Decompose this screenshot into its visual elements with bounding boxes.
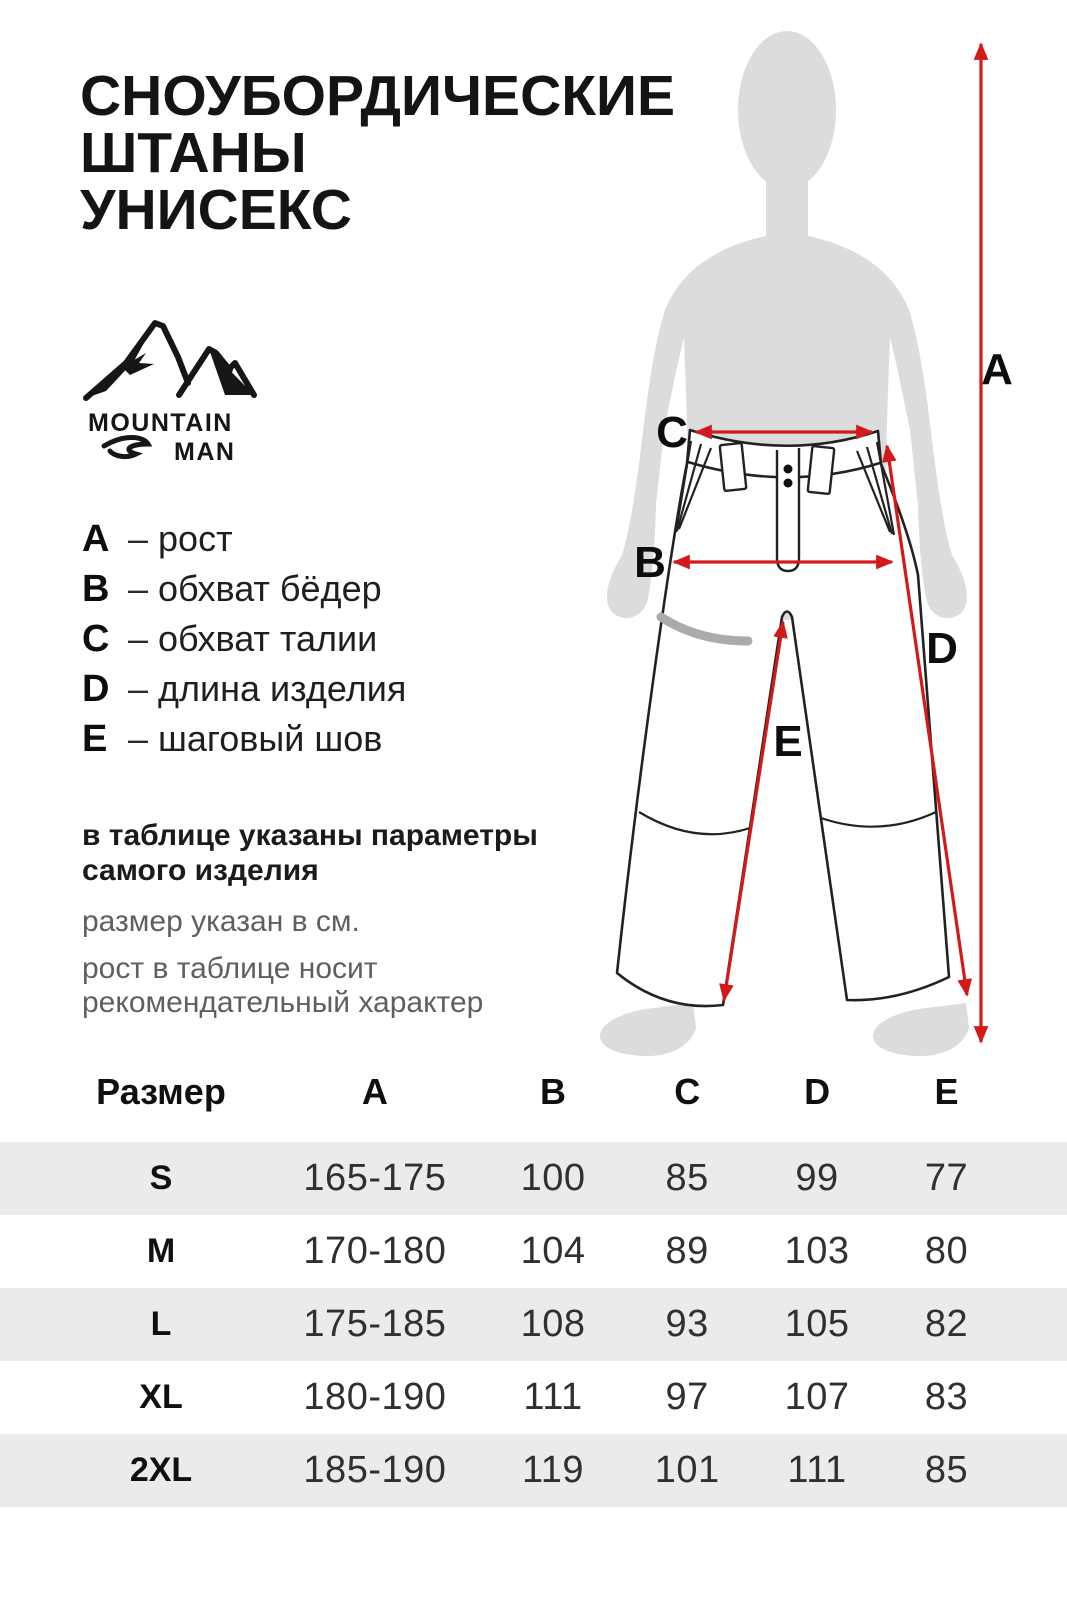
legend-item-b bbox=[82, 564, 406, 614]
size-cell: 2XL bbox=[129, 1451, 193, 1489]
legend-text-b: обхват бёдер bbox=[158, 568, 382, 609]
value-cell: 103 bbox=[784, 1230, 850, 1272]
measure-label-a: A bbox=[981, 345, 1013, 394]
note-bold: в таблице указаны параметры самого изделия bbox=[82, 819, 538, 887]
value-cell: 93 bbox=[665, 1303, 709, 1345]
value-cell: 85 bbox=[665, 1157, 709, 1199]
legend-letter-a: A bbox=[82, 518, 110, 560]
legend-dash: – bbox=[128, 668, 149, 709]
measurement-legend bbox=[82, 514, 406, 764]
legend-letter-e: E bbox=[82, 718, 108, 760]
legend-item-e bbox=[82, 714, 406, 764]
col-header-d: D bbox=[804, 1071, 831, 1112]
value-cell: 170-180 bbox=[303, 1230, 447, 1272]
size-table bbox=[0, 1042, 1067, 1507]
legend-letter-c: C bbox=[82, 618, 110, 660]
value-cell: 165-175 bbox=[303, 1157, 447, 1199]
logo-word-man: MAN bbox=[174, 438, 236, 466]
value-cell: 111 bbox=[523, 1376, 583, 1418]
belt-loop-left bbox=[720, 443, 747, 491]
legend-text-e: шаговый шов bbox=[158, 718, 383, 759]
size-cell: L bbox=[150, 1305, 172, 1343]
col-header-a: A bbox=[361, 1071, 388, 1112]
value-cell: 82 bbox=[924, 1303, 969, 1345]
col-header-size: Размер bbox=[96, 1071, 226, 1112]
legend-dash: – bbox=[128, 618, 149, 659]
value-cell: 97 bbox=[665, 1376, 709, 1418]
size-cell: S bbox=[149, 1159, 173, 1197]
measure-label-c: C bbox=[656, 408, 688, 457]
pants-measurement-diagram bbox=[560, 0, 1067, 1060]
legend-letter-d: D bbox=[82, 668, 110, 710]
title-line-2: ШТАНЫ bbox=[80, 121, 307, 185]
value-cell: 99 bbox=[795, 1157, 839, 1199]
legend-text-a: рост bbox=[158, 518, 233, 559]
legend-item-d bbox=[82, 664, 406, 714]
col-header-b: B bbox=[540, 1071, 567, 1112]
legend-dash: – bbox=[128, 568, 149, 609]
value-cell: 105 bbox=[784, 1303, 850, 1345]
note-height-disclaimer: рост в таблице носит рекомендательный характер bbox=[82, 952, 484, 1019]
fly-button-bottom bbox=[784, 479, 793, 488]
title-line-3: УНИСЕКС bbox=[80, 178, 352, 242]
logo-squiggle bbox=[104, 437, 148, 456]
table-row-l bbox=[0, 1288, 1067, 1361]
legend-dash: – bbox=[128, 718, 149, 759]
size-cell: XL bbox=[139, 1378, 183, 1416]
legend-item-c bbox=[82, 614, 406, 664]
legend-letter-b: B bbox=[82, 568, 110, 610]
table-row-m bbox=[0, 1215, 1067, 1288]
value-cell: 180-190 bbox=[303, 1376, 447, 1418]
legend-text-d: длина изделия bbox=[158, 668, 407, 709]
measure-label-d: D bbox=[926, 624, 958, 673]
table-row-xl bbox=[0, 1361, 1067, 1434]
logo-word-mountain: MOUNTAIN bbox=[88, 409, 233, 437]
value-cell: 85 bbox=[924, 1449, 969, 1491]
fly-button-top bbox=[784, 465, 793, 474]
value-cell: 101 bbox=[654, 1449, 720, 1491]
notes-block bbox=[82, 818, 538, 1020]
measure-label-b: B bbox=[634, 538, 666, 587]
value-cell: 89 bbox=[665, 1230, 709, 1272]
brand-logo bbox=[82, 303, 277, 476]
col-header-c: C bbox=[674, 1071, 701, 1112]
value-cell: 108 bbox=[520, 1303, 586, 1345]
value-cell: 107 bbox=[784, 1376, 850, 1418]
size-table-header bbox=[0, 1042, 1067, 1142]
col-header-e: E bbox=[934, 1071, 959, 1112]
legend-text-c: обхват талии bbox=[158, 618, 378, 659]
note-units: размер указан в см. bbox=[82, 905, 360, 938]
value-cell: 185-190 bbox=[303, 1449, 447, 1491]
value-cell: 111 bbox=[787, 1449, 847, 1491]
legend-item-a bbox=[82, 514, 406, 564]
title-line-1: СНОУБОРДИЧЕСКИЕ bbox=[80, 64, 676, 128]
belt-loop-right bbox=[808, 446, 835, 494]
size-cell: M bbox=[146, 1232, 176, 1270]
value-cell: 83 bbox=[924, 1376, 969, 1418]
value-cell: 100 bbox=[520, 1157, 586, 1199]
table-row-2xl bbox=[0, 1434, 1067, 1507]
value-cell: 175-185 bbox=[303, 1303, 447, 1345]
legend-dash: – bbox=[128, 518, 149, 559]
measure-label-e: E bbox=[773, 717, 803, 766]
value-cell: 77 bbox=[924, 1157, 969, 1199]
value-cell: 119 bbox=[521, 1449, 585, 1491]
value-cell: 80 bbox=[924, 1230, 969, 1272]
mountain-icon bbox=[82, 303, 277, 471]
value-cell: 104 bbox=[520, 1230, 586, 1272]
table-row-s bbox=[0, 1142, 1067, 1215]
